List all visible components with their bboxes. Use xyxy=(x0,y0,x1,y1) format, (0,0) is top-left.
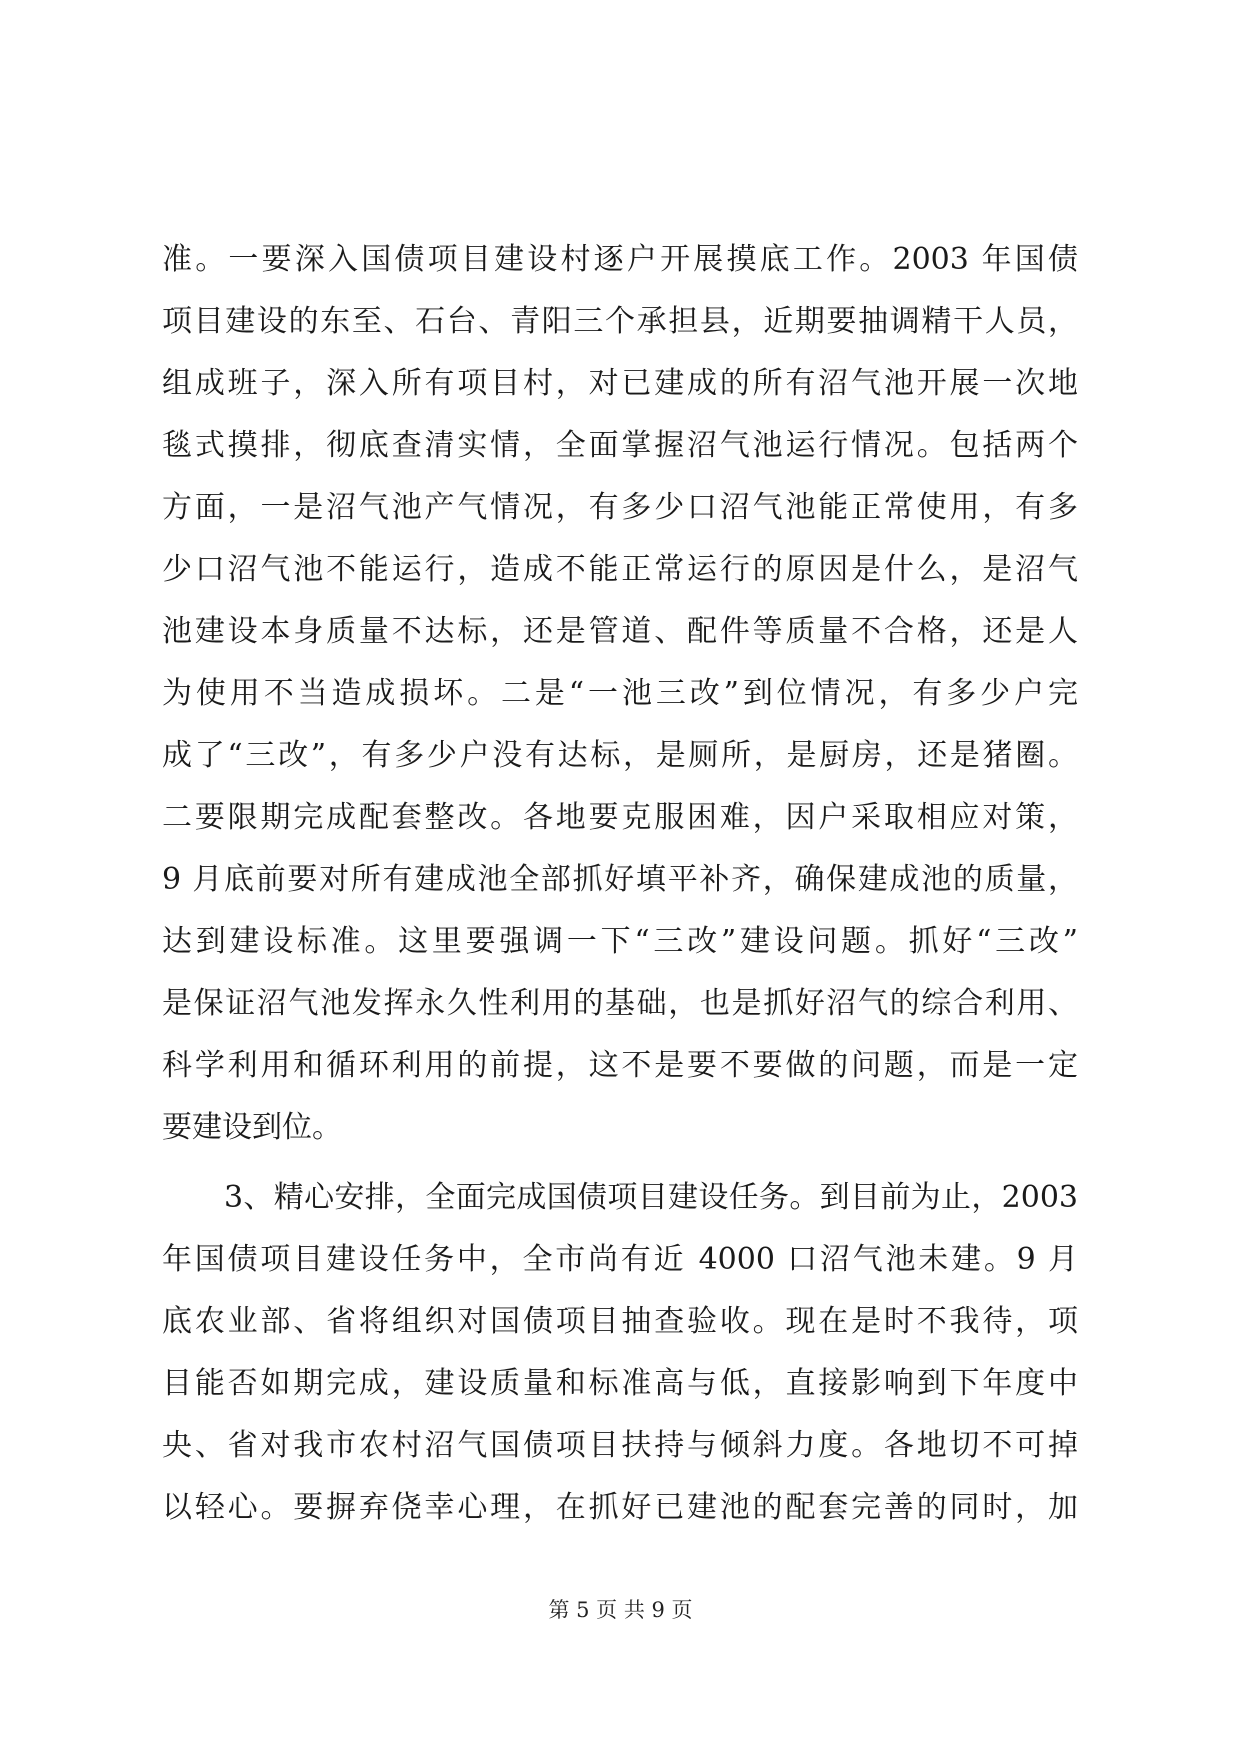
text-line: 池建设本身质量不达标，还是管道、配件等质量不合格，还是人 xyxy=(162,614,1078,649)
text-line: 年国债项目建设任务中，全市尚有近 4000 口沼气池未建。9 月 xyxy=(162,1242,1078,1277)
text-line: 9 月底前要对所有建成池全部抓好填平补齐，确保建成池的质量， xyxy=(162,862,1078,897)
page-number-footer: 第 5 页 共 9 页 xyxy=(548,1598,693,1622)
text-line: 为使用不当造成损坏。二是“一池三改”到位情况，有多少户完 xyxy=(162,676,1078,711)
text-line: 毯式摸排，彻底查清实情，全面掌握沼气池运行情况。包括两个 xyxy=(162,428,1078,463)
text-line: 达到建设标准。这里要强调一下“三改”建设问题。抓好“三改” xyxy=(162,924,1078,959)
paragraph-first-line: 3、精心安排，全面完成国债项目建设任务。到目前为止，2003 xyxy=(224,1180,1078,1215)
text-line: 央、省对我市农村沼气国债项目扶持与倾斜力度。各地切不可掉 xyxy=(162,1428,1078,1463)
text-line: 组成班子，深入所有项目村，对已建成的所有沼气池开展一次地 xyxy=(162,366,1078,401)
text-line: 目能否如期完成，建设质量和标准高与低，直接影响到下年度中 xyxy=(162,1366,1078,1401)
text-line: 方面，一是沼气池产气情况，有多少口沼气池能正常使用，有多 xyxy=(162,490,1078,525)
text-line: 底农业部、省将组织对国债项目抽查验收。现在是时不我待，项 xyxy=(162,1304,1078,1339)
text-line: 要建设到位。 xyxy=(162,1110,342,1145)
text-line: 二要限期完成配套整改。各地要克服困难，因户采取相应对策， xyxy=(162,800,1078,835)
text-line: 项目建设的东至、石台、青阳三个承担县，近期要抽调精干人员， xyxy=(162,304,1078,339)
text-line: 少口沼气池不能运行，造成不能正常运行的原因是什么，是沼气 xyxy=(162,552,1078,587)
text-line: 是保证沼气池发挥永久性利用的基础，也是抓好沼气的综合利用、 xyxy=(162,986,1078,1021)
text-line: 成了“三改”，有多少户没有达标，是厕所，是厨房，还是猪圈。 xyxy=(162,738,1078,773)
text-line: 科学利用和循环利用的前提，这不是要不要做的问题，而是一定 xyxy=(162,1048,1078,1083)
text-line: 以轻心。要摒弃侥幸心理，在抓好已建池的配套完善的同时，加 xyxy=(162,1490,1078,1525)
text-line: 准。一要深入国债项目建设村逐户开展摸底工作。2003 年国债 xyxy=(162,242,1078,277)
